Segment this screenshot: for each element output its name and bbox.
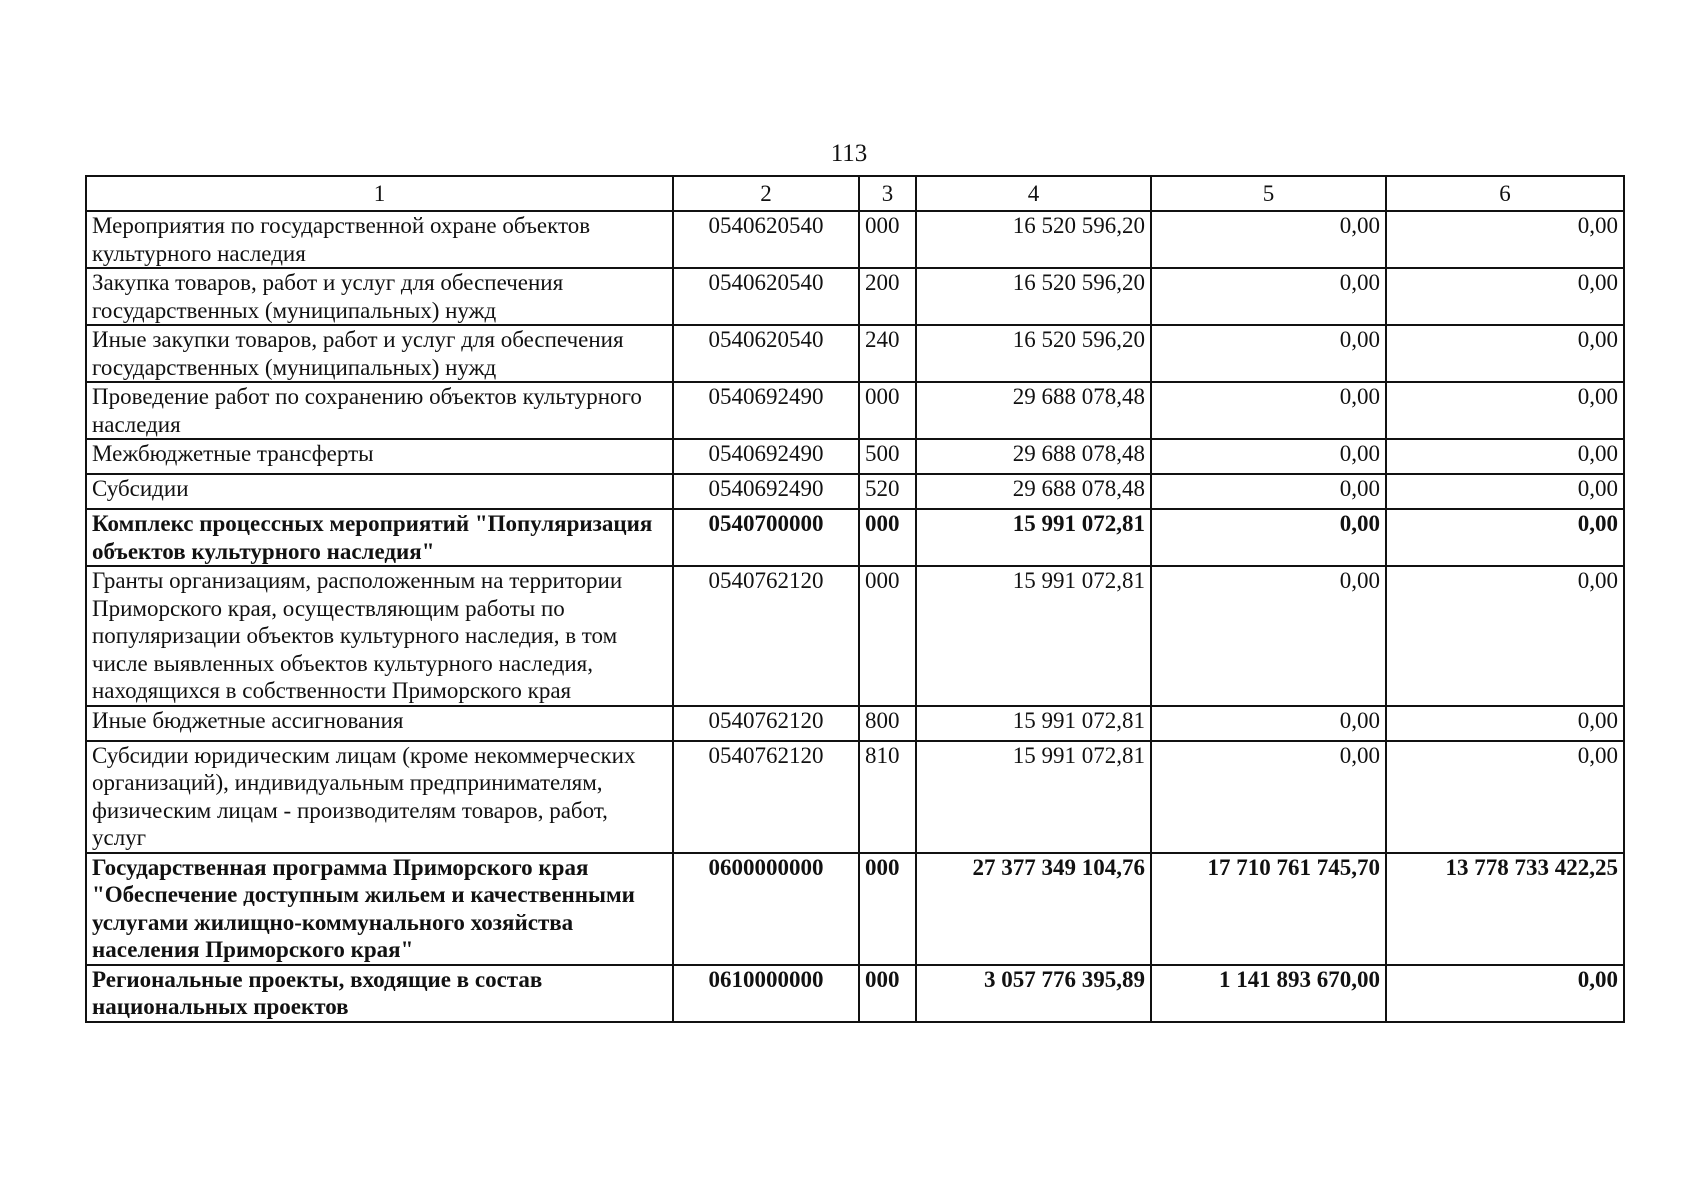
column-header-3: 3 <box>859 176 916 211</box>
row-amount-col5: 0,00 <box>1151 509 1386 566</box>
row-amount-col4: 16 520 596,20 <box>916 325 1151 382</box>
row-expense-type: 000 <box>859 853 916 965</box>
row-amount-col6: 0,00 <box>1386 706 1624 741</box>
table-row <box>86 325 1624 382</box>
column-header-4: 4 <box>916 176 1151 211</box>
column-header-1: 1 <box>86 176 673 211</box>
row-amount-col6: 0,00 <box>1386 211 1624 268</box>
row-amount-col6: 13 778 733 422,25 <box>1386 853 1624 965</box>
row-amount-col6: 0,00 <box>1386 439 1624 474</box>
table-row <box>86 741 1624 853</box>
table-row <box>86 965 1624 1022</box>
row-name: Мероприятия по государственной охране объектов культурного наследия <box>86 211 673 268</box>
row-amount-col5: 0,00 <box>1151 741 1386 853</box>
row-expense-type: 810 <box>859 741 916 853</box>
row-amount-col6: 0,00 <box>1386 741 1624 853</box>
column-number-row <box>86 176 1624 211</box>
row-amount-col5: 0,00 <box>1151 439 1386 474</box>
row-target-code: 0540692490 <box>673 439 859 474</box>
row-expense-type: 240 <box>859 325 916 382</box>
row-target-code: 0540692490 <box>673 382 859 439</box>
row-target-code: 0540762120 <box>673 566 859 706</box>
row-amount-col5: 0,00 <box>1151 325 1386 382</box>
row-amount-col5: 0,00 <box>1151 268 1386 325</box>
row-amount-col6: 0,00 <box>1386 268 1624 325</box>
table-row <box>86 706 1624 741</box>
row-target-code: 0600000000 <box>673 853 859 965</box>
table-row <box>86 382 1624 439</box>
row-name: Субсидии юридическим лицам (кроме некоммерческих организаций), индивидуальным предпринимателям, физическим лицам - производителям товаров, работ, услуг <box>86 741 673 853</box>
row-expense-type: 000 <box>859 382 916 439</box>
row-expense-type: 000 <box>859 965 916 1022</box>
budget-table <box>85 175 1625 1023</box>
row-name: Закупка товаров, работ и услуг для обеспечения государственных (муниципальных) нужд <box>86 268 673 325</box>
row-amount-col4: 15 991 072,81 <box>916 566 1151 706</box>
page-number: 113 <box>830 140 868 167</box>
row-expense-type: 520 <box>859 474 916 509</box>
row-target-code: 0540620540 <box>673 211 859 268</box>
row-target-code: 0540700000 <box>673 509 859 566</box>
row-name: Иные закупки товаров, работ и услуг для обеспечения государственных (муниципальных) нужд <box>86 325 673 382</box>
row-amount-col6: 0,00 <box>1386 509 1624 566</box>
row-amount-col4: 29 688 078,48 <box>916 382 1151 439</box>
row-expense-type: 500 <box>859 439 916 474</box>
row-amount-col6: 0,00 <box>1386 382 1624 439</box>
table-row <box>86 474 1624 509</box>
table-body <box>86 211 1624 1022</box>
column-header-6: 6 <box>1386 176 1624 211</box>
table-row <box>86 566 1624 706</box>
row-amount-col5: 0,00 <box>1151 382 1386 439</box>
row-name: Иные бюджетные ассигнования <box>86 706 673 741</box>
row-amount-col5: 0,00 <box>1151 474 1386 509</box>
row-name: Государственная программа Приморского края "Обеспечение доступным жильем и качественными услугами жилищно-коммунального хозяйства населения Приморского края" <box>86 853 673 965</box>
row-amount-col5: 17 710 761 745,70 <box>1151 853 1386 965</box>
row-amount-col4: 3 057 776 395,89 <box>916 965 1151 1022</box>
table-row <box>86 268 1624 325</box>
table-row <box>86 509 1624 566</box>
row-amount-col6: 0,00 <box>1386 566 1624 706</box>
row-amount-col4: 15 991 072,81 <box>916 741 1151 853</box>
row-name: Гранты организациям, расположенным на территории Приморского края, осуществляющим работы по популяризации объектов культурного наследия, в том числе выявленных объектов культурного наследия, находящихся в собственности Приморского края <box>86 566 673 706</box>
column-header-5: 5 <box>1151 176 1386 211</box>
column-header-2: 2 <box>673 176 859 211</box>
row-amount-col5: 0,00 <box>1151 211 1386 268</box>
row-name: Межбюджетные трансферты <box>86 439 673 474</box>
row-name: Субсидии <box>86 474 673 509</box>
row-amount-col5: 0,00 <box>1151 706 1386 741</box>
row-amount-col4: 16 520 596,20 <box>916 211 1151 268</box>
row-amount-col4: 15 991 072,81 <box>916 509 1151 566</box>
row-expense-type: 000 <box>859 566 916 706</box>
row-amount-col4: 16 520 596,20 <box>916 268 1151 325</box>
row-target-code: 0540762120 <box>673 706 859 741</box>
row-amount-col6: 0,00 <box>1386 965 1624 1022</box>
row-amount-col6: 0,00 <box>1386 474 1624 509</box>
row-name: Региональные проекты, входящие в состав национальных проектов <box>86 965 673 1022</box>
row-target-code: 0540620540 <box>673 325 859 382</box>
table-row <box>86 211 1624 268</box>
row-expense-type: 200 <box>859 268 916 325</box>
row-amount-col4: 29 688 078,48 <box>916 439 1151 474</box>
row-target-code: 0540620540 <box>673 268 859 325</box>
row-amount-col5: 0,00 <box>1151 566 1386 706</box>
table-row <box>86 439 1624 474</box>
row-amount-col4: 27 377 349 104,76 <box>916 853 1151 965</box>
row-expense-type: 000 <box>859 211 916 268</box>
table-row <box>86 853 1624 965</box>
row-target-code: 0610000000 <box>673 965 859 1022</box>
row-amount-col5: 1 141 893 670,00 <box>1151 965 1386 1022</box>
row-amount-col6: 0,00 <box>1386 325 1624 382</box>
row-amount-col4: 29 688 078,48 <box>916 474 1151 509</box>
row-target-code: 0540692490 <box>673 474 859 509</box>
row-expense-type: 800 <box>859 706 916 741</box>
row-expense-type: 000 <box>859 509 916 566</box>
row-name: Комплекс процессных мероприятий "Популяризация объектов культурного наследия" <box>86 509 673 566</box>
row-amount-col4: 15 991 072,81 <box>916 706 1151 741</box>
row-target-code: 0540762120 <box>673 741 859 853</box>
row-name: Проведение работ по сохранению объектов культурного наследия <box>86 382 673 439</box>
